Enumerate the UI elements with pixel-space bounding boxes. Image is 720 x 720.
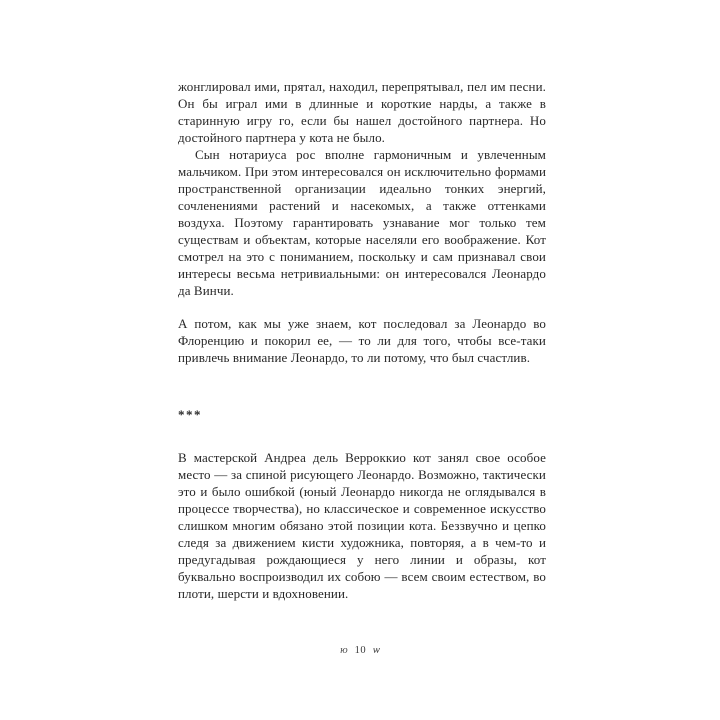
- section-separator: ***: [178, 407, 202, 422]
- paragraph: А потом, как мы уже знаем, кот последовал за Леонардо во Флоренцию и покорил ее, — то ли для того, чтобы все-таки привлечь внимание Леонардо, то ли потому, что был счастлив.: [178, 316, 546, 365]
- paragraph: В мастерской Андреа дель Верроккио кот занял свое особое место — за спиной рисующего Леонардо. Возможно, тактически это и было ошибкой (юный Леонардо никогда не оглядывался в процессе творчества), но классическое и современное искусство слишком многим обязано этой позиции кота. Беззвучно и цепко следя за движением кисти художника, повторяя, а в чем-то и предугадывая рождающиеся у него линии и образы, кот буквально воспроизводил их собою — всем своим естеством, во плоти, шерсти и вдохновении.: [178, 450, 546, 601]
- text-block: [178, 78, 546, 602]
- page-number: 10: [354, 645, 367, 656]
- paragraph: жонглировал ими, прятал, находил, перепрятывал, пел им песни. Он бы играл ими в длинные и короткие нарды, а также в старинную игру го, если бы нашел достойного партнера. Но достойного партнера у кота не было.: [178, 79, 546, 145]
- page-footer: [0, 645, 720, 656]
- footer-ornament-left: ю: [340, 645, 348, 656]
- footer-ornament-right: ѡ: [373, 645, 380, 656]
- paragraph: Сын нотариуса рос вполне гармоничным и увлеченным мальчиком. При этом интересовался он исключительно формами пространственной организации идеально тонких энергий, сочленениями растений и насекомых, а также оттенками воздуха. Поэтому гарантировать узнавание мог только тем существам и объектам, которые населяли его воображение. Кот смотрел на это с пониманием, поскольку и сам признавал свои интересы весьма нетривиальными: он интересовался Леонардо да Винчи.: [178, 147, 546, 298]
